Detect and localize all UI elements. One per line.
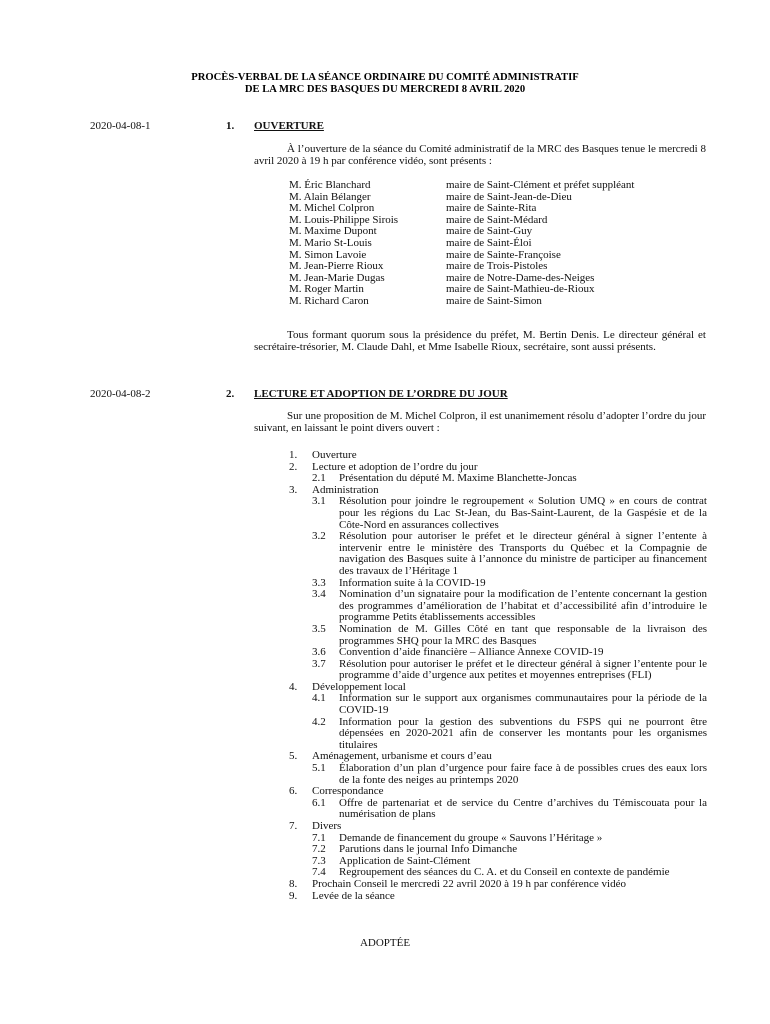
agenda-item-number: 1.	[289, 449, 298, 461]
agenda-subitem-number: 3.1	[312, 495, 326, 508]
agenda-subitem-number: 6.1	[312, 796, 326, 809]
agenda-subitem-number: 3.6	[312, 646, 326, 659]
quorum-paragraph: Tous formant quorum sous la présidence du préfet, M. Bertin Denis. Le directeur général et secrétaire-trésorier, M. Claude Dahl, et Mme Isabelle Rioux, secrétaire, sont aussi présents.	[254, 329, 706, 353]
agenda-subitem	[312, 763, 707, 786]
member-role: maire de Saint-Simon	[446, 294, 542, 307]
member-name: M. Mario St-Louis	[289, 236, 372, 249]
agenda-subitem-number: 3.2	[312, 530, 326, 543]
document-title	[0, 72, 770, 96]
agenda-subitem-number: 3.7	[312, 657, 326, 670]
member-name: M. Michel Colpron	[289, 202, 375, 215]
agenda-subitem-number: 7.2	[312, 843, 326, 856]
member-row	[289, 296, 634, 308]
agenda-item-number: 2.	[289, 460, 298, 473]
member-name: M. Alain Bélanger	[289, 190, 371, 203]
agenda-item-text: Administration	[312, 483, 379, 496]
member-name: M. Jean-Marie Dugas	[289, 271, 385, 284]
agenda-subitem-number: 7.1	[312, 831, 326, 844]
section-title: OUVERTURE	[254, 120, 324, 132]
opening-paragraph: À l’ouverture de la séance du Comité administratif de la MRC des Basques tenue le mercredi 8 avril 2020 à 19 h par conférence vidéo, sont présents :	[254, 143, 706, 167]
agenda-subitem	[312, 717, 707, 752]
agenda-item	[289, 786, 707, 821]
agenda-subitem-number: 7.3	[312, 854, 326, 867]
title-line-2: DE LA MRC DES BASQUES DU MERCREDI 8 AVRIL 2020	[244, 84, 526, 96]
resolution-number: 2020-04-08-1	[90, 120, 151, 132]
section-title: LECTURE ET ADOPTION DE L’ORDRE DU JOUR	[254, 388, 508, 400]
agenda-subitem-text: Résolution pour autoriser le préfet et le directeur général à signer l’entente à intervenir entre le ministère des Transports du Québec et la Compagnie de navigation des Basques suite à l’annonce du ministre de participer au financement des travaux de l’Héritage 1	[339, 530, 707, 577]
agenda-item-number: 5.	[289, 750, 298, 763]
member-role: maire de Saint-Mathieu-de-Rioux	[446, 283, 595, 296]
agenda-subitem-text: Résolution pour joindre le regroupement « Solution UMQ » en cours de contrat pour les régions du Lac St-Jean, du Bas-Saint-Laurent, de la Gaspésie et de la Côte-Nord en assurances collectives	[339, 495, 707, 531]
agenda-item-text: Lecture et adoption de l’ordre du jour	[312, 460, 478, 473]
agenda-subitem-number: 3.3	[312, 576, 326, 589]
member-role: maire de Saint-Médard	[446, 213, 548, 226]
section-number: 1.	[226, 120, 235, 132]
agenda-item	[289, 751, 707, 786]
agenda-item-text: Divers	[312, 820, 342, 832]
agenda-subitem-number: 7.4	[312, 866, 326, 879]
section-number: 2.	[226, 388, 235, 400]
agenda-item-text: Aménagement, urbanisme et cours d’eau	[312, 750, 492, 763]
agenda-subitem	[312, 647, 707, 659]
member-role: maire de Trois-Pistoles	[446, 260, 548, 273]
agenda-subitem-text: Parutions dans le journal Info Dimanche	[339, 843, 518, 856]
member-role: maire de Sainte-Rita	[446, 202, 537, 215]
agenda-item	[289, 462, 707, 485]
member-name: M. Louis-Philippe Sirois	[289, 213, 399, 226]
agenda-subitem	[312, 496, 707, 531]
member-name: M. Jean-Pierre Rioux	[289, 260, 384, 273]
agenda-subitem-text: Information pour la gestion des subventions du FSPS qui ne pourront être dépensées en 2020-2021 afin de conserver les montants pour les organismes titulaires	[339, 715, 707, 751]
agenda-subitem	[312, 531, 707, 577]
agenda-item	[289, 682, 707, 752]
agenda-subitem-text: Offre de partenariat et de service du Centre d’archives du Témiscouata pour la numérisation de plans	[339, 796, 707, 821]
agenda-item-number: 6.	[289, 785, 298, 798]
member-role: maire de Saint-Éloi	[446, 236, 532, 249]
agenda-subitem-text: Résolution pour autoriser le préfet et le directeur général à signer l’entente pour le programme d’aide d’urgence aux petites et moyennes entreprises (FLI)	[339, 657, 707, 682]
agenda-item-number: 3.	[289, 483, 298, 496]
agenda-subitem-text: Présentation du député M. Maxime Blanchette-Joncas	[339, 472, 577, 485]
member-role: maire de Saint-Clément et préfet suppléant	[446, 179, 635, 191]
agenda-subitem	[312, 693, 707, 716]
agenda-item	[289, 879, 707, 891]
agenda-item	[289, 450, 707, 462]
agenda-item-text: Levée de la séance	[312, 889, 395, 902]
agenda-subitem-text: Demande de financement du groupe « Sauvons l’Héritage »	[339, 831, 603, 844]
agenda-item	[289, 485, 707, 682]
members-list	[289, 180, 634, 308]
agenda-item-text: Prochain Conseil le mercredi 22 avril 2020 à 19 h par conférence vidéo	[312, 877, 626, 890]
agenda-subitem-text: Élaboration d’un plan d’urgence pour faire face à de possibles crues des eaux lors de la fonte des neiges au printemps 2020	[339, 762, 707, 786]
agenda-subitem-text: Application de Saint-Clément	[339, 854, 471, 867]
agenda-subitem	[312, 659, 707, 682]
agenda-item-number: 9.	[289, 889, 298, 902]
member-role: maire de Sainte-Françoise	[446, 248, 561, 261]
agenda-subitem	[312, 798, 707, 821]
member-role: maire de Saint-Jean-de-Dieu	[446, 190, 572, 203]
adopted-label: ADOPTÉE	[359, 937, 411, 949]
agenda-item	[289, 891, 707, 903]
agenda-subitem-number: 3.5	[312, 622, 326, 635]
agenda-item-number: 8.	[289, 877, 298, 890]
agenda-subitem-number: 5.1	[312, 762, 326, 775]
agenda-subitem-text: Nomination de M. Gilles Côté en tant que responsable de la livraison des programmes SHQ pour la MRC des Basques	[339, 622, 707, 647]
agenda-item	[289, 821, 707, 879]
agenda-subitem-number: 3.4	[312, 588, 326, 601]
agenda-subitem-number: 4.1	[312, 692, 326, 705]
member-role: maire de Notre-Dame-des-Neiges	[446, 271, 595, 284]
agenda-item-number: 4.	[289, 680, 298, 693]
member-name: M. Éric Blanchard	[289, 179, 371, 191]
member-name: M. Simon Lavoie	[289, 248, 367, 261]
agenda-subitem-text: Nomination d’un signataire pour la modification de l’entente concernant la gestion des programmes d’amélioration de l’habitat et d’accessibilité afin d’introduire le programme Petits établissements accessibles	[339, 588, 707, 624]
agenda-item-number: 7.	[289, 820, 298, 832]
agenda-subitem-text: Information sur le support aux organismes communautaires pour la période de la COVID-19	[339, 692, 707, 717]
proposal-paragraph: Sur une proposition de M. Michel Colpron, il est unanimement résolu d’adopter l’ordre du jour suivant, en laissant le point divers ouvert :	[254, 410, 706, 434]
agenda-subitem	[312, 624, 707, 647]
agenda-subitem	[312, 589, 707, 624]
agenda-item-text: Correspondance	[312, 785, 384, 798]
title-line-1: PROCÈS-VERBAL DE LA SÉANCE ORDINAIRE DU COMITÉ ADMINISTRATIF	[191, 72, 579, 83]
agenda-subitem-number: 4.2	[312, 715, 326, 728]
agenda-subitem-number: 2.1	[312, 472, 326, 485]
agenda-subitem-text: Regroupement des séances du C. A. et du Conseil en contexte de pandémie	[339, 866, 670, 879]
member-name: M. Maxime Dupont	[289, 225, 377, 238]
agenda-subitem-text: Convention d’aide financière – Alliance Annexe COVID-19	[339, 646, 604, 659]
agenda-list	[289, 450, 707, 902]
agenda-item-text: Ouverture	[312, 449, 357, 461]
agenda-subitem-text: Information suite à la COVID-19	[339, 576, 486, 589]
resolution-number: 2020-04-08-2	[90, 388, 151, 400]
member-name: M. Richard Caron	[289, 294, 369, 307]
member-role: maire de Saint-Guy	[446, 225, 533, 238]
agenda-item-text: Développement local	[312, 680, 406, 693]
member-name: M. Roger Martin	[289, 283, 364, 296]
